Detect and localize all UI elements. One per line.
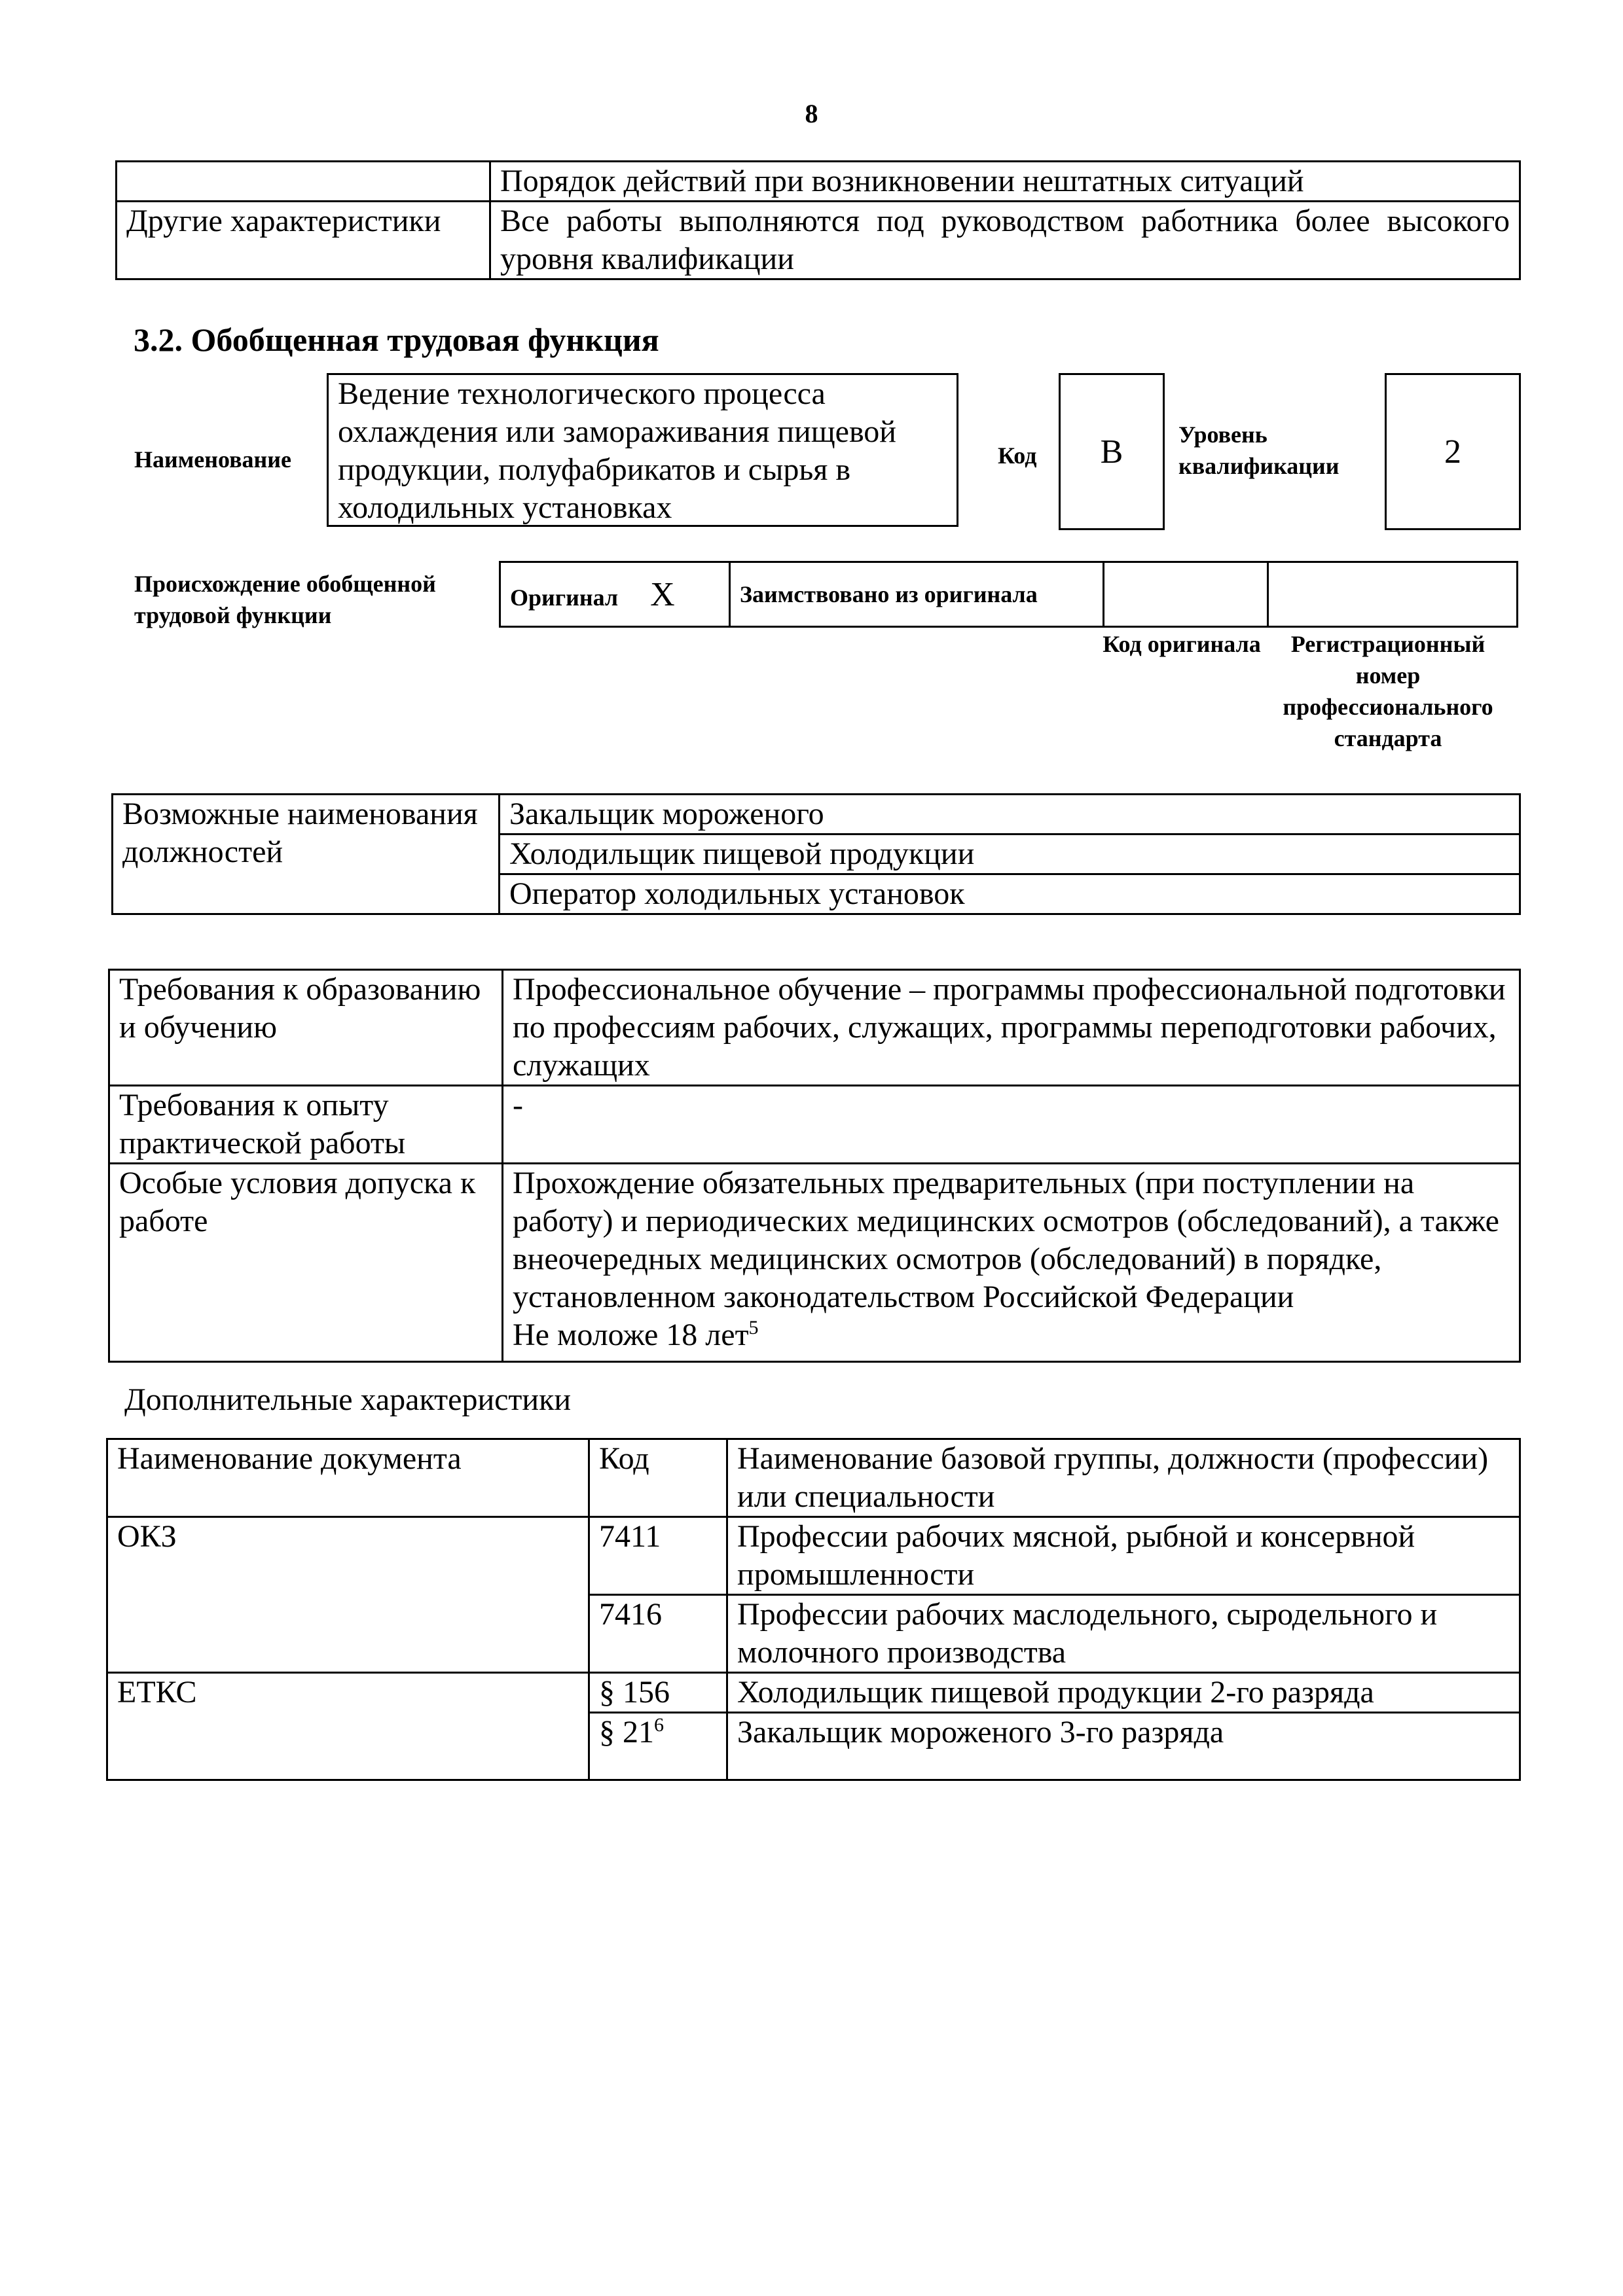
page-number: 8 [805,99,818,128]
add-row-name: Профессии рабочих маслодельного, сыродельного и молочного производства [727,1595,1520,1673]
add-row-code: § 21 [599,1715,654,1749]
add-row-name: Профессии рабочих мясной, рыбной и консервной промышленности [727,1517,1520,1595]
origin-reg-caption: Регистрационный номер профессионального стандарта [1283,631,1493,751]
add-row-code: § 156 [589,1673,727,1713]
top-table [115,160,1521,280]
origin-reg-cell [1268,562,1518,627]
add-row-code-cell [589,1713,727,1780]
top-table-row2-label: Другие характеристики [117,202,490,279]
add-col-doc: Наименование документа [107,1439,589,1517]
origin-original-label: Оригинал [510,584,619,611]
position-item: Холодильщик пищевой продукции [500,834,1520,874]
name-value-box [327,373,958,527]
add-row-name: Закальщик мороженого 3-го разряда [727,1713,1520,1780]
positions-label: Возможные наименования должностей [113,795,500,914]
origin-code-cell [1104,562,1268,627]
add-etks-label: ЕТКС [107,1673,589,1780]
additional-table [106,1438,1521,1781]
level-box [1385,373,1521,530]
req-age-value: Не моложе 18 лет [513,1318,749,1352]
top-table-row2-value: Все работы выполняются под руководством работника более высокого уровня квалификации [490,202,1520,279]
req-edu-label: Требования к образованию и обучению [109,970,503,1086]
additional-title: Дополнительные характеристики [124,1382,572,1417]
name-label: Наименование [134,446,291,473]
origin-code-caption: Код оригинала [1103,631,1261,657]
add-col-code: Код [589,1439,727,1517]
position-item: Закальщик мороженого [500,795,1520,834]
code-box [1059,373,1165,530]
add-row-code: 7416 [589,1595,727,1673]
add-okz-label: ОКЗ [107,1517,589,1673]
add-row-code: 7411 [589,1517,727,1595]
top-table-row1-value: Порядок действий при возникновении нештатных ситуаций [490,162,1520,202]
top-table-empty-cell [117,162,490,202]
origin-original-mark: X [650,575,675,613]
req-age-footnote: 5 [748,1317,759,1338]
req-exp-value: - [503,1086,1520,1164]
req-special-label: Особые условия допуска к работе [109,1164,503,1362]
origin-table [499,561,1518,628]
code-value: B [1100,433,1123,471]
code-label: Код [998,442,1037,469]
add-row-footnote: 6 [654,1714,664,1736]
name-value: Ведение технологического процесса охлаждения или замораживания пищевой продукции, полуфабрикатов и сырья в холодильных установках [338,376,896,525]
section-title: 3.2. Обобщенная трудовая функция [134,321,659,358]
req-edu-value: Профессиональное обучение – программы профессиональной подготовки по профессиям рабочих, служащих, программы переподготовки рабочих, служащих [503,970,1520,1086]
add-col-name: Наименование базовой группы, должности (профессии) или специальности [727,1439,1520,1517]
requirements-table [108,969,1521,1363]
level-value: 2 [1444,433,1461,471]
req-special-cell [503,1164,1520,1362]
position-item: Оператор холодильных установок [500,874,1520,914]
req-exp-label: Требования к опыту практической работы [109,1086,503,1164]
req-age-line [513,1316,1510,1354]
origin-original-cell [500,562,730,627]
level-label: Уровень квалификации [1178,422,1340,479]
positions-table [111,793,1521,915]
add-row-name: Холодильщик пищевой продукции 2-го разряда [727,1673,1520,1713]
origin-label: Происхождение обобщенной трудовой функции [134,571,436,628]
req-special-value: Прохождение обязательных предварительных (при поступлении на работу) и периодических медицинских осмотров (обследований), а также внеочередных медицинских осмотров (обследований) в порядке, установленном законодательством Российской Федерации [513,1166,1499,1314]
origin-borrowed-label: Заимствовано из оригинала [730,562,1104,627]
